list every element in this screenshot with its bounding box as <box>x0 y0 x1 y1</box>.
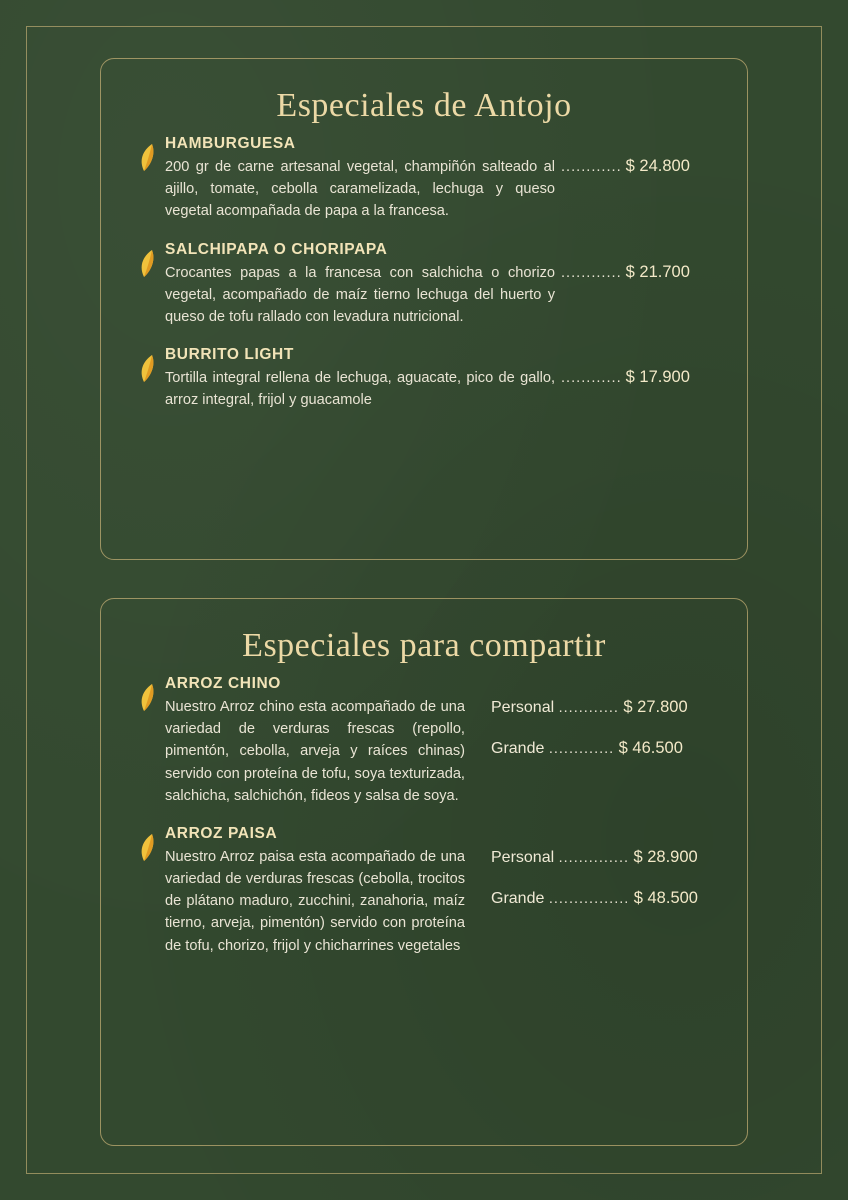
menu-item-body <box>165 135 713 223</box>
price-option <box>491 739 713 758</box>
menu-item-description: Nuestro Arroz chino esta acompañado de una variedad de verduras frescas (repollo, pimentón, cebolla, arveja y raíces chinas) servido con proteína de tofu, soya texturizada, salchicha, salchichón, fideos y salsa de soya. <box>165 699 465 804</box>
leaf-icon <box>131 241 165 279</box>
price-option <box>491 698 713 717</box>
menu-item[interactable] <box>131 825 713 957</box>
price-dots: ............ <box>561 264 622 281</box>
menu-item-description: Tortilla integral rellena de lechuga, aguacate, pico de gallo, arroz integral, frijol y guacamole <box>165 370 555 409</box>
price-option <box>491 889 713 908</box>
menu-item-name: BURRITO LIGHT <box>165 346 294 364</box>
description-price-row <box>165 696 713 807</box>
price-dots: .............. <box>558 849 630 866</box>
price-option-value: $ 28.900 <box>633 847 698 866</box>
description-price-row <box>165 156 713 223</box>
menu-item-body <box>165 346 713 411</box>
menu-item[interactable] <box>131 346 713 411</box>
menu-item-price-wrap <box>555 262 713 282</box>
price-option-label: Grande <box>491 889 545 907</box>
price-dots: ............. <box>548 741 615 757</box>
menu-item-price: $ 17.900 <box>625 368 690 387</box>
price-dots: ................ <box>548 890 630 907</box>
menu-item-description: Nuestro Arroz paisa esta acompañado de una variedad de verduras frescas (cebolla, trocitos de plátano maduro, zucchini, zanahoria, maíz tierno, arveja, pimentón) servido con proteína de tofu, chorizo, frijol y chicharrines vegetales <box>165 848 465 954</box>
menu-item-price-column <box>465 846 713 930</box>
menu-item-body <box>165 675 713 807</box>
section-title: Especiales de Antojo <box>276 87 572 124</box>
description-price-row <box>165 367 713 411</box>
leaf-icon <box>131 346 165 384</box>
menu-item-name: SALCHIPAPA O CHORIPAPA <box>165 240 388 258</box>
leaf-icon <box>131 135 165 173</box>
description-price-row <box>165 846 713 957</box>
price-option-value: $ 46.500 <box>618 739 683 757</box>
price-option-label: Personal <box>491 848 555 866</box>
menu-item[interactable] <box>131 241 713 329</box>
menu-item-price: $ 21.700 <box>625 262 690 281</box>
menu-item[interactable] <box>131 675 713 807</box>
price-option-label: Grande <box>491 740 545 757</box>
price-option-label: Personal <box>491 699 555 716</box>
menu-item-list <box>101 125 747 411</box>
menu-item-name: HAMBURGUESA <box>165 135 296 152</box>
price-option <box>491 848 713 867</box>
price-option-value: $ 48.500 <box>633 888 698 907</box>
description-price-row <box>165 262 713 329</box>
section-especiales-para-compartir <box>100 598 748 1146</box>
menu-item[interactable] <box>131 135 713 223</box>
price-dots: ............ <box>561 159 622 175</box>
menu-item-body <box>165 241 713 329</box>
leaf-icon <box>131 825 165 863</box>
menu-item-body <box>165 825 713 957</box>
menu-item-price-column <box>465 696 713 780</box>
menu-item-name: ARROZ CHINO <box>165 675 281 692</box>
section-especiales-de-antojo <box>100 58 748 560</box>
menu-item-list <box>101 665 747 957</box>
section-title: Especiales para compartir <box>242 627 606 664</box>
menu-item-description: 200 gr de carne artesanal vegetal, champiñón salteado al ajillo, tomate, cebolla caramelizada, lechuga y queso vegetal acompañada de papa a la francesa. <box>165 159 555 220</box>
price-option-value: $ 27.800 <box>623 698 688 716</box>
menu-item-name: ARROZ PAISA <box>165 824 278 842</box>
menu-item-price-wrap <box>555 156 713 176</box>
menu-item-description: Crocantes papas a la francesa con salchicha o chorizo vegetal, acompañado de maíz tierno lechuga del huerto y queso de tofu rallado con levadura nutricional. <box>165 264 555 325</box>
leaf-icon <box>131 675 165 713</box>
price-dots: ............ <box>558 700 619 716</box>
price-dots: ............ <box>561 370 622 387</box>
menu-item-price-wrap <box>555 367 713 387</box>
menu-item-price: $ 24.800 <box>625 157 690 175</box>
